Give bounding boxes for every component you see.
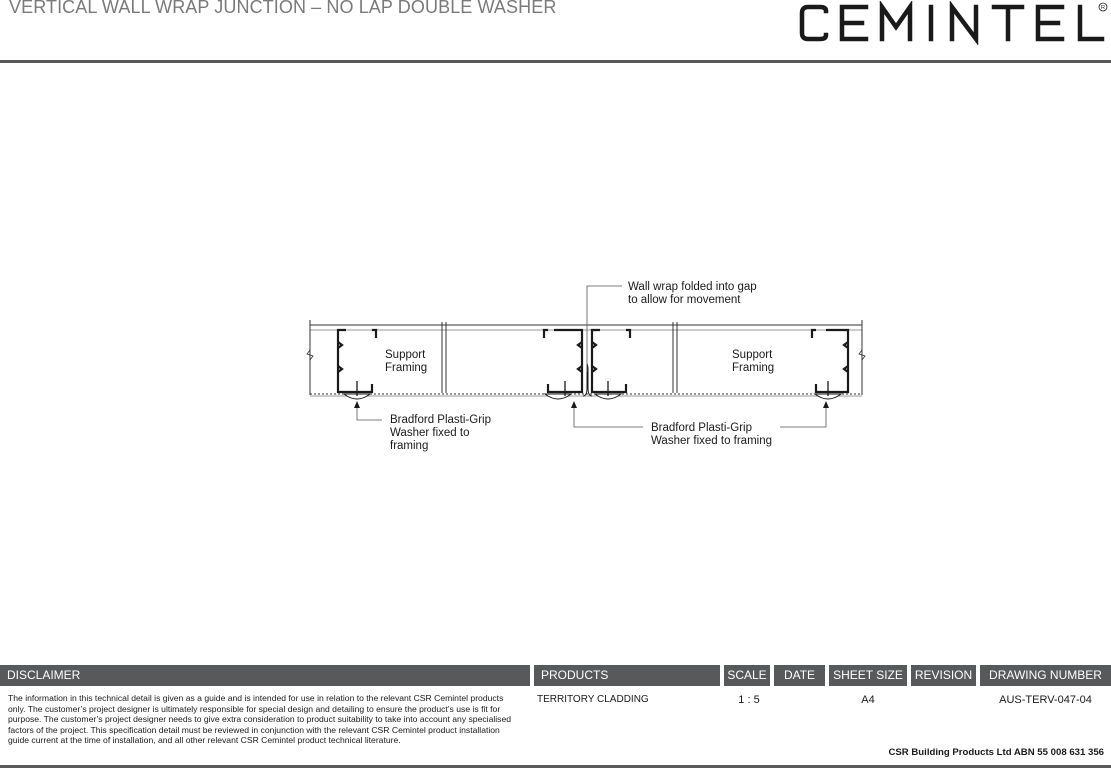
sheet-size-header: SHEET SIZE [829, 665, 907, 686]
drawing-number-header: DRAWING NUMBER [980, 665, 1111, 686]
support-framing-right-label: Support Framing [732, 349, 775, 374]
date-header: DATE [774, 665, 825, 686]
drawing-title: VERTICAL WALL WRAP JUNCTION – NO LAP DOUBLE WASHER [9, 0, 557, 17]
disclaimer-text: The information in this technical detail is given as a guide and is intended for use in relation to the relevant CSR Cemintel products only. The customer’s project designer is ultimately responsible for special design and detailing to ensure the product’s use is fit for purpose. The customer’s project designer needs to give extra consideration to product suitability to take into account any specialised factors of the project. This specification detail must be reviewed in conjunction with the relevant CSR Cemintel product installation guide current at the time of installation, and all other relevant CSR Cemintel product technical literature. [8, 693, 512, 746]
products-header: PRODUCTS [534, 665, 720, 686]
wall-wrap-label: Wall wrap folded into gap to allow for movement [628, 281, 757, 306]
drawing-number-value: AUS-TERV-047-04 [999, 694, 1092, 706]
products-value: TERRITORY CLADDING [537, 694, 649, 705]
support-framing-left-label: Support Framing [385, 349, 428, 374]
disclaimer-header: DISCLAIMER [0, 665, 530, 686]
svg-text:R: R [1101, 5, 1105, 12]
washer-left-label: Bradford Plasti-Grip Washer fixed to framing [390, 414, 491, 452]
sheet-size-value: A4 [861, 694, 875, 706]
scale-header: SCALE [724, 665, 770, 686]
revision-header: REVISION [911, 665, 976, 686]
washer-right-label: Bradford Plasti-Grip Washer fixed to framing [651, 422, 773, 447]
company-abn: CSR Building Products Ltd ABN 55 008 631 356 [888, 747, 1104, 758]
scale-value: 1 : 5 [738, 694, 760, 706]
